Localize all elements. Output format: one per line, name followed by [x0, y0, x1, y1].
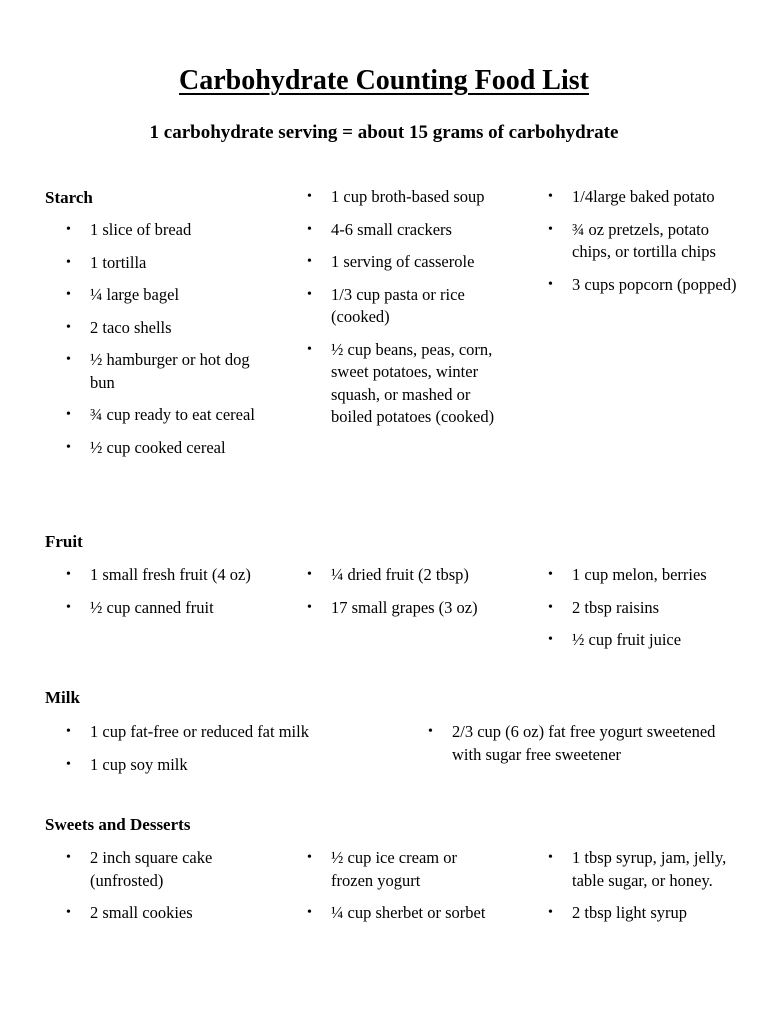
starch-list-column-3	[548, 186, 738, 306]
milk-list-column-2	[428, 721, 728, 776]
food-item-text: 17 small grapes (3 oz)	[331, 597, 478, 617]
bullet-icon: •	[66, 287, 71, 302]
food-list-item	[548, 186, 738, 209]
food-list-item	[66, 847, 256, 892]
food-item-text: ¼ large bagel	[90, 285, 180, 304]
section-heading-fruit: Fruit	[45, 532, 83, 551]
food-item-text: ¾ oz pretzels, potato chips, or tortilla chips	[572, 219, 716, 261]
bullet-icon: •	[307, 341, 312, 357]
food-list-item	[548, 902, 738, 925]
food-item-text: 1 small fresh fruit (4 oz)	[90, 565, 251, 584]
bullet-icon: •	[307, 905, 312, 920]
section-heading-milk: Milk	[45, 688, 80, 707]
sweets-list-column-1	[66, 847, 256, 935]
bullet-icon: •	[548, 276, 553, 292]
food-item-text: ¼ dried fruit (2 tbsp)	[331, 565, 469, 584]
food-list-item	[307, 564, 497, 587]
bullet-icon: •	[66, 567, 71, 582]
food-list-item	[548, 847, 738, 892]
food-list-item	[66, 404, 256, 427]
food-item-text: ¼ cup sherbet or sorbet	[331, 903, 486, 922]
food-list-item	[66, 564, 256, 587]
bullet-icon: •	[66, 254, 71, 270]
food-item-text: ¾ cup ready to eat cereal	[90, 405, 255, 424]
sweets-list-column-2	[307, 847, 497, 935]
bullet-icon: •	[428, 724, 433, 739]
food-item-text: 2 tbsp light syrup	[572, 903, 688, 922]
bullet-icon: •	[66, 222, 71, 237]
food-item-text: ½ cup ice cream or frozen yogurt	[331, 848, 457, 890]
food-list-item	[307, 597, 497, 620]
food-list-item	[66, 597, 256, 620]
document-subtitle: 1 carbohydrate serving = about 15 grams of carbohydrate	[149, 122, 619, 143]
food-item-text: 2/3 cup (6 oz) fat free yogurt sweetened with sugar free sweetener	[452, 722, 716, 764]
food-list-item	[66, 437, 256, 460]
fruit-list-column-3	[548, 564, 748, 662]
food-list-item	[548, 629, 748, 652]
food-list-item	[307, 186, 497, 209]
food-item-text: 3 cups popcorn (popped)	[572, 274, 737, 294]
bullet-icon: •	[66, 352, 71, 367]
food-list-item	[307, 902, 497, 925]
bullet-icon: •	[307, 286, 312, 302]
bullet-icon: •	[66, 319, 71, 335]
food-list-item	[307, 847, 497, 892]
starch-list-column-1	[66, 219, 256, 469]
food-item-text: 4-6 small crackers	[331, 219, 452, 239]
food-item-text: 2 inch square cake (unfrosted)	[90, 848, 213, 890]
food-list-item	[66, 252, 256, 275]
food-list-item	[548, 564, 748, 587]
sweets-list-column-3	[548, 847, 738, 935]
bullet-icon: •	[66, 407, 71, 422]
section-heading-sweets-and-desserts: Sweets and Desserts	[45, 815, 191, 834]
food-list-item	[66, 721, 356, 744]
bullet-icon: •	[307, 599, 312, 615]
bullet-icon: •	[66, 756, 71, 772]
bullet-icon: •	[548, 189, 553, 204]
food-item-text: 1 cup broth-based soup	[331, 187, 485, 206]
bullet-icon: •	[307, 567, 312, 582]
bullet-icon: •	[548, 905, 553, 920]
food-list-item	[66, 902, 256, 925]
bullet-icon: •	[548, 567, 553, 582]
bullet-icon: •	[66, 724, 71, 739]
bullet-icon: •	[548, 632, 553, 647]
food-list-item	[307, 284, 497, 329]
bullet-icon: •	[66, 850, 71, 865]
bullet-icon: •	[66, 905, 71, 920]
food-item-text: 1 serving of casserole	[331, 252, 475, 271]
bullet-icon: •	[307, 254, 312, 269]
food-item-text: ½ cup fruit juice	[572, 630, 682, 649]
food-item-text: 2 tbsp raisins	[572, 597, 660, 617]
food-list-item	[66, 349, 256, 394]
food-list-item	[548, 597, 748, 620]
food-list-item	[548, 219, 738, 264]
food-item-text: ½ cup cooked cereal	[90, 437, 226, 457]
bullet-icon: •	[66, 599, 71, 615]
bullet-icon: •	[548, 221, 553, 237]
food-item-text: ½ hamburger or hot dog bun	[90, 350, 250, 392]
bullet-icon: •	[307, 221, 312, 237]
food-list-item	[307, 339, 497, 429]
food-item-text: ½ cup canned fruit	[90, 597, 214, 617]
document-title: Carbohydrate Counting Food List	[179, 64, 589, 96]
food-list-item	[307, 251, 497, 274]
starch-list-column-2	[307, 186, 497, 439]
bullet-icon: •	[307, 189, 312, 204]
food-item-text: 1 cup soy milk	[90, 754, 188, 774]
section-heading-starch: Starch	[45, 188, 93, 207]
food-item-text: 1 tortilla	[90, 252, 147, 272]
food-item-text: 2 taco shells	[90, 317, 172, 337]
fruit-list-column-2	[307, 564, 497, 629]
food-item-text: ½ cup beans, peas, corn, sweet potatoes, winter squash, or mashed or boiled potatoes (cooked)	[331, 339, 495, 426]
food-item-text: 1/3 cup pasta or rice (cooked)	[331, 284, 465, 326]
food-item-text: 1 slice of bread	[90, 220, 192, 239]
bullet-icon: •	[66, 439, 71, 455]
food-list-item	[548, 274, 738, 297]
food-list-item	[307, 219, 497, 242]
food-item-text: 2 small cookies	[90, 903, 193, 922]
bullet-icon: •	[548, 850, 553, 865]
bullet-icon: •	[307, 850, 312, 865]
food-list-item	[66, 284, 256, 307]
food-list-item	[428, 721, 728, 766]
fruit-list-column-1	[66, 564, 256, 629]
milk-list-column-1	[66, 721, 356, 786]
bullet-icon: •	[548, 599, 553, 615]
food-item-text: 1/4large baked potato	[572, 187, 715, 206]
food-item-text: 1 tbsp syrup, jam, jelly, table sugar, or honey.	[572, 848, 727, 890]
food-item-text: 1 cup melon, berries	[572, 565, 707, 584]
food-item-text: 1 cup fat-free or reduced fat milk	[90, 722, 309, 741]
food-list-item	[66, 219, 256, 242]
food-list-item	[66, 317, 256, 340]
food-list-item	[66, 754, 356, 777]
